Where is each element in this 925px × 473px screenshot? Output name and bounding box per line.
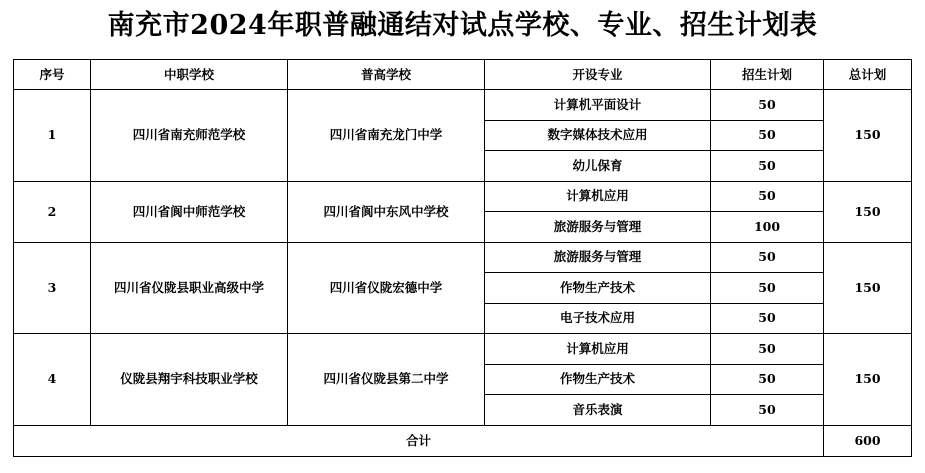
row-index: 2 bbox=[14, 181, 91, 242]
major-cell: 旅游服务与管理 bbox=[485, 212, 711, 243]
row-index: 4 bbox=[14, 334, 91, 426]
high-school-cell: 四川省仪陇县第二中学 bbox=[288, 334, 485, 426]
plan-cell: 100 bbox=[711, 212, 824, 243]
vocational-school-cell: 仪陇县翔宇科技职业学校 bbox=[91, 334, 288, 426]
header-index: 序号 bbox=[14, 60, 91, 90]
major-cell: 数字媒体技术应用 bbox=[485, 120, 711, 151]
row-index: 3 bbox=[14, 242, 91, 334]
high-school-cell: 四川省南充龙门中学 bbox=[288, 90, 485, 182]
total-label: 合计 bbox=[14, 425, 824, 456]
major-cell: 计算机平面设计 bbox=[485, 90, 711, 121]
header-major: 开设专业 bbox=[485, 60, 711, 90]
vocational-school-cell: 四川省南充师范学校 bbox=[91, 90, 288, 182]
plan-cell: 50 bbox=[711, 273, 824, 304]
plan-cell: 50 bbox=[711, 120, 824, 151]
plan-cell: 50 bbox=[711, 90, 824, 121]
header-enrollment-plan: 招生计划 bbox=[711, 60, 824, 90]
plan-cell: 50 bbox=[711, 364, 824, 395]
header-vocational-school: 中职学校 bbox=[91, 60, 288, 90]
plan-cell: 50 bbox=[711, 242, 824, 273]
major-cell: 作物生产技术 bbox=[485, 273, 711, 304]
row-index: 1 bbox=[14, 90, 91, 182]
table-row bbox=[14, 181, 912, 212]
plan-cell: 50 bbox=[711, 334, 824, 365]
vocational-school-cell: 四川省阆中师范学校 bbox=[91, 181, 288, 242]
plan-cell: 50 bbox=[711, 395, 824, 426]
vocational-school-cell: 四川省仪陇县职业高级中学 bbox=[91, 242, 288, 334]
plan-cell: 50 bbox=[711, 303, 824, 334]
table-header-row bbox=[14, 60, 912, 90]
plan-cell: 50 bbox=[711, 151, 824, 182]
total-plan-cell: 150 bbox=[824, 242, 912, 334]
total-plan-cell: 150 bbox=[824, 181, 912, 242]
major-cell: 计算机应用 bbox=[485, 334, 711, 365]
total-row bbox=[14, 425, 912, 456]
major-cell: 幼儿保育 bbox=[485, 151, 711, 182]
plan-cell: 50 bbox=[711, 181, 824, 212]
header-high-school: 普高学校 bbox=[288, 60, 485, 90]
major-cell: 计算机应用 bbox=[485, 181, 711, 212]
total-plan-cell: 150 bbox=[824, 90, 912, 182]
grand-total-cell: 600 bbox=[824, 425, 912, 456]
major-cell: 作物生产技术 bbox=[485, 364, 711, 395]
page-title: 南充市2024年职普融通结对试点学校、专业、招生计划表 bbox=[107, 10, 818, 41]
table-row bbox=[14, 90, 912, 121]
high-school-cell: 四川省阆中东风中学校 bbox=[288, 181, 485, 242]
enrollment-plan-table bbox=[13, 59, 912, 457]
high-school-cell: 四川省仪陇宏德中学 bbox=[288, 242, 485, 334]
total-plan-cell: 150 bbox=[824, 334, 912, 426]
table-row bbox=[14, 242, 912, 273]
table-row bbox=[14, 334, 912, 365]
header-total-plan: 总计划 bbox=[824, 60, 912, 90]
major-cell: 音乐表演 bbox=[485, 395, 711, 426]
major-cell: 旅游服务与管理 bbox=[485, 242, 711, 273]
major-cell: 电子技术应用 bbox=[485, 303, 711, 334]
